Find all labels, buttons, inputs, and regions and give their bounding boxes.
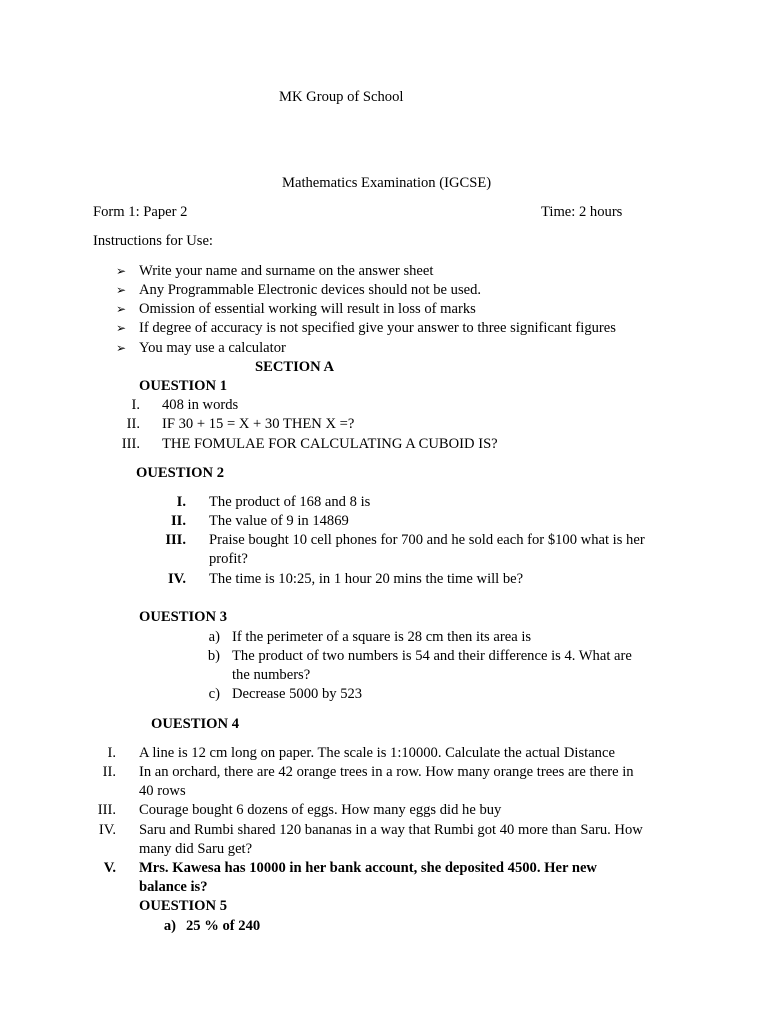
- item-text: In an orchard, there are 42 orange trees in a row. How many orange trees are there in: [139, 764, 634, 780]
- item-number: III.: [97, 802, 116, 818]
- question-4-item: [0, 859, 768, 878]
- question-4-item: [0, 744, 768, 763]
- question-2-title: OUESTION 2: [136, 465, 224, 481]
- form-paper: Form 1: Paper 2: [93, 204, 188, 220]
- instruction-item: [0, 319, 768, 338]
- item-text: balance is?: [139, 879, 208, 895]
- instruction-text: If degree of accuracy is not specified give your answer to three significant figures: [139, 320, 616, 336]
- instruction-text: You may use a calculator: [139, 340, 286, 356]
- question-1-item: [0, 415, 768, 434]
- item-number: II.: [126, 416, 140, 432]
- item-number: III.: [121, 436, 140, 452]
- arrowhead-bullet-icon: ➢: [116, 302, 127, 316]
- question-5-item: [0, 917, 768, 936]
- question-3-item: [0, 628, 768, 647]
- exam-time: Time: 2 hours: [541, 204, 623, 220]
- item-number: III.: [165, 532, 186, 548]
- question-5-title: OUESTION 5: [139, 898, 227, 914]
- item-text: If the perimeter of a square is 28 cm then its area is: [232, 629, 532, 645]
- question-4-item: [0, 821, 768, 840]
- school-name: MK Group of School: [279, 89, 404, 105]
- instruction-text: Write your name and surname on the answer sheet: [139, 263, 434, 279]
- item-number: I.: [131, 397, 140, 413]
- item-text: 25 % of 240: [186, 918, 261, 934]
- arrowhead-bullet-icon: ➢: [116, 321, 127, 335]
- item-number: I.: [107, 745, 116, 761]
- arrowhead-bullet-icon: ➢: [116, 283, 127, 297]
- item-number: a): [163, 918, 176, 934]
- item-text: Mrs. Kawesa has 10000 in her bank account, she deposited 4500. Her new: [139, 860, 597, 876]
- question-2-item: [0, 493, 768, 512]
- item-number: IV.: [98, 822, 116, 838]
- exam-title: Mathematics Examination (IGCSE): [282, 175, 492, 191]
- instruction-item: [0, 339, 768, 358]
- question-3-item: [0, 647, 768, 666]
- item-number: II.: [170, 513, 186, 529]
- item-text: The time is 10:25, in 1 hour 20 mins the time will be?: [209, 571, 524, 587]
- item-text: A line is 12 cm long on paper. The scale is 1:10000. Calculate the actual Distance: [139, 745, 615, 761]
- question-3-item: [0, 685, 768, 704]
- item-text: Praise bought 10 cell phones for 700 and he sold each for $100 what is her: [209, 532, 645, 548]
- item-text: Decrease 5000 by 523: [232, 686, 363, 702]
- item-text: IF 30 + 15 = X + 30 THEN X =?: [162, 416, 355, 432]
- question-3-title: OUESTION 3: [139, 609, 227, 625]
- instructions-label: Instructions for Use:: [93, 233, 213, 249]
- item-number: b): [207, 648, 220, 664]
- item-text: the numbers?: [232, 667, 311, 683]
- item-text: The value of 9 in 14869: [209, 513, 349, 529]
- question-2-item: [0, 531, 768, 550]
- instruction-item: [0, 300, 768, 319]
- section-heading: SECTION A: [255, 359, 335, 375]
- instruction-item: [0, 262, 768, 281]
- question-1-item: [0, 396, 768, 415]
- instruction-text: Any Programmable Electronic devices should not be used.: [139, 282, 482, 298]
- item-text: Courage bought 6 dozens of eggs. How many eggs did he buy: [139, 802, 502, 818]
- item-number: II.: [102, 764, 116, 780]
- instruction-item: [0, 281, 768, 300]
- item-number: c): [208, 686, 220, 702]
- item-text: many did Saru get?: [139, 841, 253, 857]
- item-text: 40 rows: [139, 783, 186, 799]
- question-4-item: [0, 763, 768, 782]
- question-3-item-continuation: [0, 666, 768, 685]
- question-2-item: [0, 512, 768, 531]
- item-number: I.: [176, 494, 186, 510]
- item-text: The product of 168 and 8 is: [209, 494, 371, 510]
- instruction-text: Omission of essential working will result in loss of marks: [139, 301, 476, 317]
- question-1-title: OUESTION 1: [139, 378, 227, 394]
- question-2-item: [0, 570, 768, 589]
- question-4-item-continuation: [0, 840, 768, 859]
- item-text: 408 in words: [162, 397, 239, 413]
- question-4-item-continuation: [0, 878, 768, 897]
- item-number: IV.: [168, 571, 186, 587]
- question-4-title: OUESTION 4: [151, 716, 239, 732]
- item-text: The product of two numbers is 54 and their difference is 4. What are: [232, 648, 632, 664]
- item-text: Saru and Rumbi shared 120 bananas in a way that Rumbi got 40 more than Saru. How: [139, 822, 643, 838]
- question-1-item: [0, 435, 768, 454]
- question-4-item-continuation: [0, 782, 768, 801]
- arrowhead-bullet-icon: ➢: [116, 264, 127, 278]
- item-text: profit?: [209, 551, 248, 567]
- item-text: THE FOMULAE FOR CALCULATING A CUBOID IS?: [162, 436, 498, 452]
- question-4-item: [0, 801, 768, 820]
- item-number: a): [208, 629, 220, 645]
- arrowhead-bullet-icon: ➢: [116, 341, 127, 355]
- item-number: V.: [103, 860, 116, 876]
- question-2-item-continuation: [0, 550, 768, 569]
